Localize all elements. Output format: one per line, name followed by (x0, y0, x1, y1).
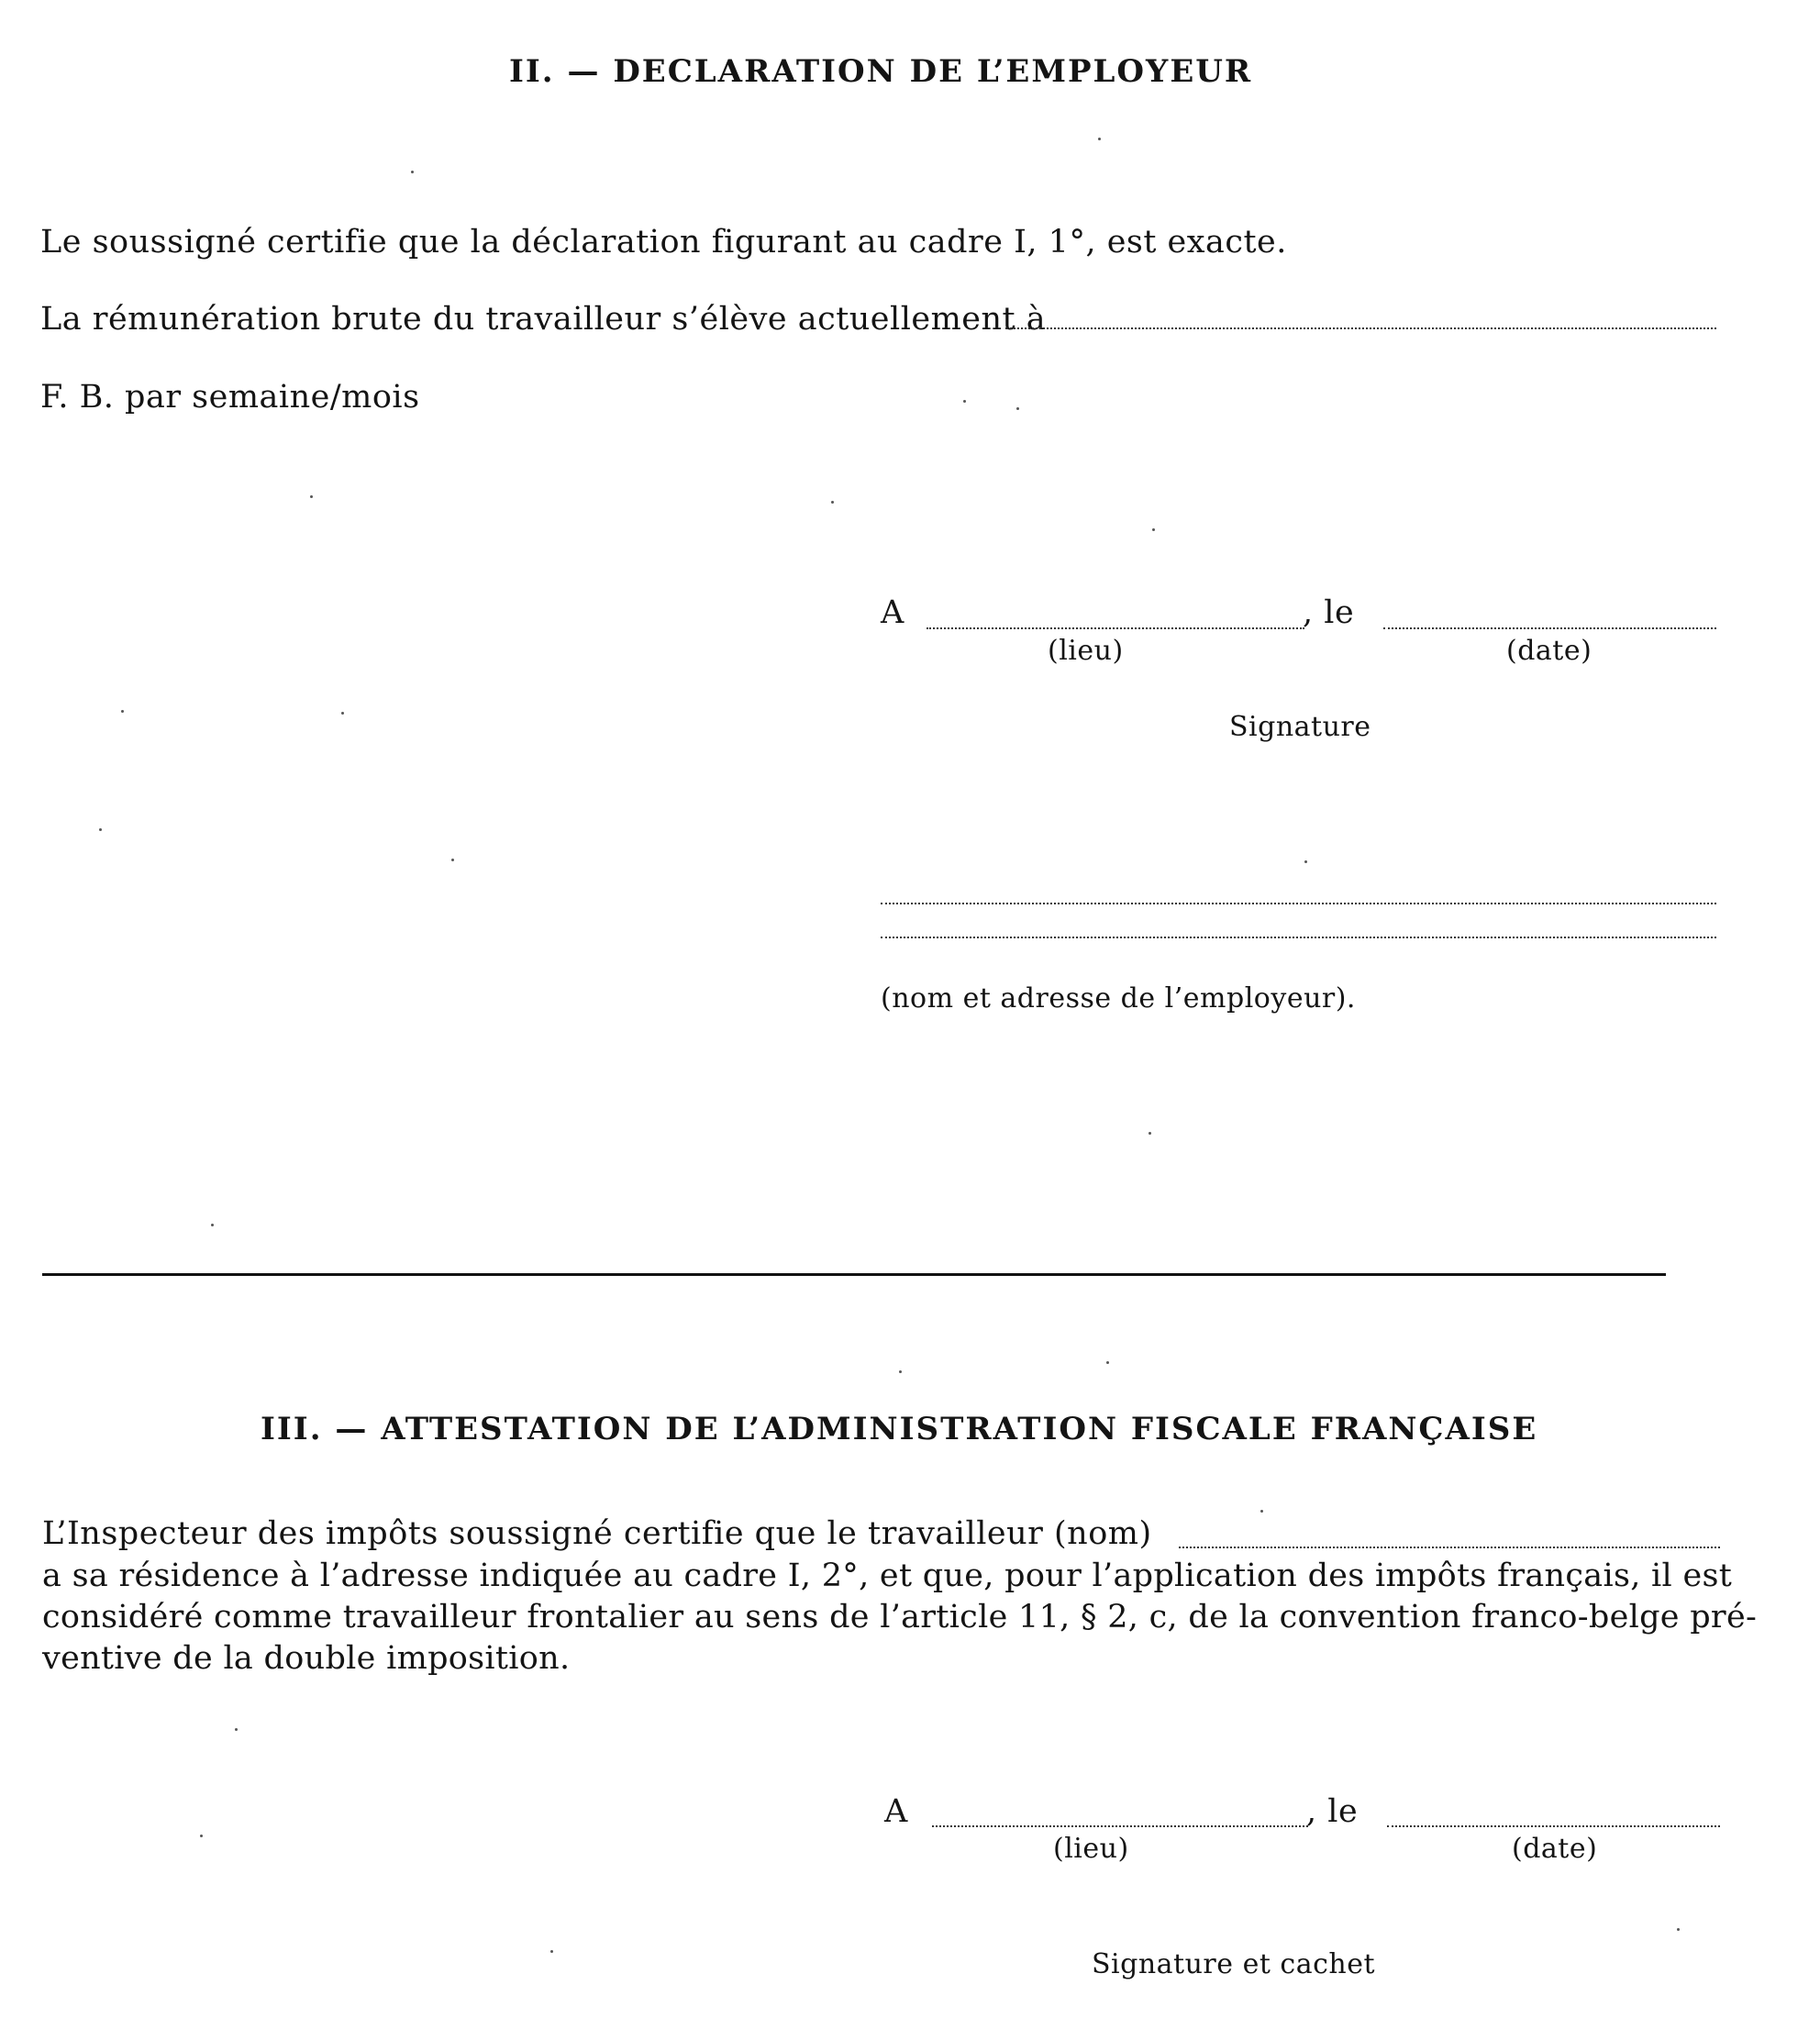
date-field[interactable] (1387, 1825, 1720, 1827)
section-3-title: III. — ATTESTATION DE L’ADMINISTRATION FISCALE FRANÇAISE (261, 1411, 1538, 1447)
place-prefix: A (881, 594, 904, 631)
scan-speck (1098, 138, 1101, 140)
scan-speck (341, 712, 344, 715)
scan-speck (1260, 1510, 1263, 1513)
scan-speck (550, 1950, 553, 1953)
date-separator: , le (1303, 594, 1355, 631)
date-separator: , le (1306, 1793, 1359, 1830)
signature-label: Signature (1229, 711, 1371, 743)
scan-speck (1304, 860, 1307, 863)
gross-remuneration-label: La rémunération brute du travailleur s’élève actuellement à (40, 301, 1047, 338)
scan-speck (1677, 1928, 1680, 1931)
date-caption: (date) (1512, 1833, 1598, 1865)
scan-speck (211, 1224, 214, 1226)
section-divider (42, 1273, 1666, 1276)
scan-speck (235, 1728, 238, 1731)
scan-speck (963, 400, 966, 403)
scan-speck (1016, 407, 1019, 410)
place-field[interactable] (932, 1825, 1308, 1827)
paragraph-line: a sa résidence à l’adresse indiquée au cadre I, 2°, et que, pour l’application des impôts français, il est (42, 1558, 1733, 1594)
employer-caption: (nom et adresse de l’employeur). (881, 982, 1356, 1014)
section-2-title: II. — DECLARATION DE L’EMPLOYEUR (509, 53, 1253, 90)
scan-speck (200, 1835, 203, 1837)
scan-speck (121, 710, 124, 713)
signature-and-stamp-label: Signature et cachet (1092, 1948, 1376, 1980)
scan-speck (411, 171, 414, 173)
scan-speck (99, 828, 102, 831)
paragraph-line: ventive de la double imposition. (42, 1640, 571, 1677)
paragraph-line: considéré comme travailleur frontalier au sens de l’article 11, § 2, c, de la convention franco-belge pré- (42, 1599, 1758, 1635)
employer-name-field[interactable] (881, 903, 1716, 904)
date-caption: (date) (1506, 635, 1592, 667)
remuneration-period-text: F. B. par semaine/mois (40, 379, 420, 416)
scan-speck (451, 859, 454, 861)
scan-speck (1152, 528, 1155, 531)
inspector-certification-text: L’Inspecteur des impôts soussigné certifie que le travailleur (nom) (42, 1515, 1152, 1552)
date-field[interactable] (1383, 627, 1716, 629)
scan-speck (1106, 1361, 1109, 1364)
gross-remuneration-field[interactable] (1005, 327, 1716, 329)
scan-speck (831, 501, 834, 504)
scan-speck (1149, 1132, 1151, 1135)
scan-speck (899, 1370, 902, 1373)
place-prefix: A (884, 1793, 908, 1830)
worker-name-field[interactable] (1179, 1547, 1720, 1548)
place-field[interactable] (927, 627, 1304, 629)
inspector-certification-paragraph (42, 1556, 1758, 1680)
place-caption: (lieu) (1048, 635, 1124, 667)
place-caption: (lieu) (1053, 1833, 1129, 1865)
employer-address-field[interactable] (881, 937, 1716, 938)
scan-speck (310, 495, 313, 498)
employer-certification-text: Le soussigné certifie que la déclaration figurant au cadre I, 1°, est exacte. (40, 224, 1287, 261)
